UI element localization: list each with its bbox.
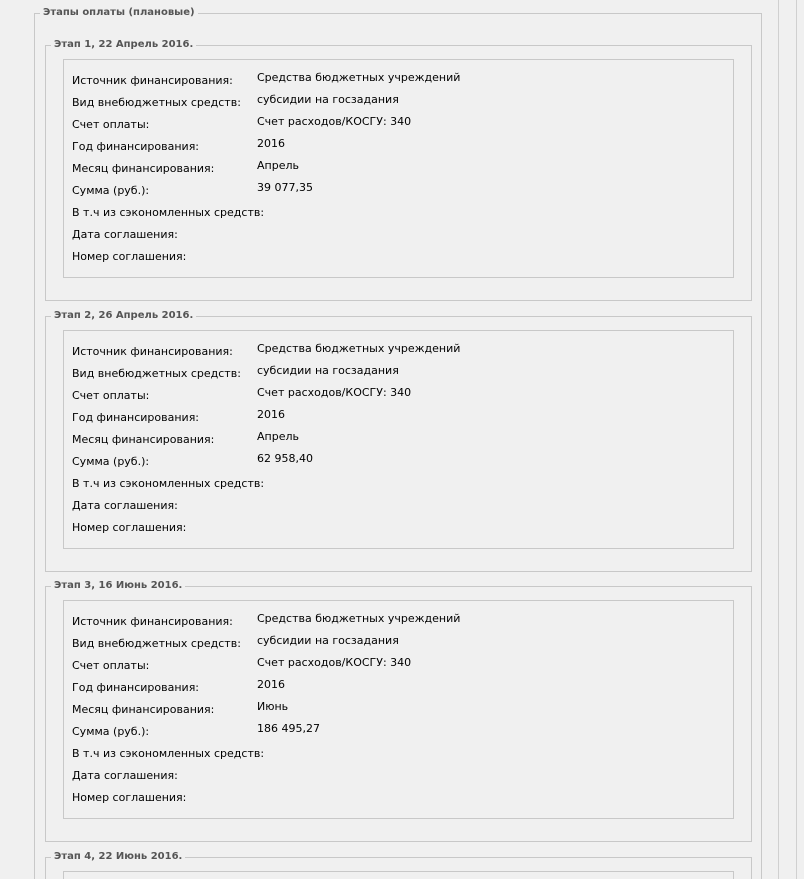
label-month: Месяц финансирования: <box>72 703 215 716</box>
value-sum: 62 958,40 <box>257 452 313 465</box>
label-sum: Сумма (руб.): <box>72 725 150 738</box>
value-kind: субсидии на госзадания <box>257 93 399 106</box>
label-account: Счет оплаты: <box>72 389 150 402</box>
label-account: Счет оплаты: <box>72 118 150 131</box>
value-year: 2016 <box>257 678 285 691</box>
label-sum: Сумма (руб.): <box>72 184 150 197</box>
label-agreement-number: Номер соглашения: <box>72 250 187 263</box>
label-month: Месяц финансирования: <box>72 162 215 175</box>
stage-legend: Этап 4, 22 Июнь 2016. <box>54 851 183 862</box>
stage-legend: Этап 1, 22 Апрель 2016. <box>54 39 194 50</box>
value-source: Средства бюджетных учреждений <box>257 342 461 355</box>
stage-4 <box>45 851 752 879</box>
value-sum: 39 077,35 <box>257 181 313 194</box>
stage-details <box>63 871 734 879</box>
label-agreement-number: Номер соглашения: <box>72 791 187 804</box>
stage-2 <box>45 310 752 572</box>
label-saved: В т.ч из сэкономленных средств: <box>72 747 265 760</box>
value-account: Счет расходов/КОСГУ: 340 <box>257 386 412 399</box>
label-agreement-number: Номер соглашения: <box>72 521 187 534</box>
value-month: Июнь <box>257 700 289 713</box>
label-agreement-date: Дата соглашения: <box>72 769 178 782</box>
divider-line <box>778 0 779 879</box>
label-source: Источник финансирования: <box>72 615 233 628</box>
label-sum: Сумма (руб.): <box>72 455 150 468</box>
label-month: Месяц финансирования: <box>72 433 215 446</box>
stage-details <box>63 330 734 549</box>
value-kind: субсидии на госзадания <box>257 634 399 647</box>
label-saved: В т.ч из сэкономленных средств: <box>72 206 265 219</box>
value-month: Апрель <box>257 430 299 443</box>
value-account: Счет расходов/КОСГУ: 340 <box>257 656 412 669</box>
label-agreement-date: Дата соглашения: <box>72 228 178 241</box>
label-account: Счет оплаты: <box>72 659 150 672</box>
label-kind: Вид внебюджетных средств: <box>72 637 241 650</box>
stage-details <box>63 600 734 819</box>
payment-stages-section <box>34 7 762 879</box>
value-sum: 186 495,27 <box>257 722 320 735</box>
label-agreement-date: Дата соглашения: <box>72 499 178 512</box>
label-kind: Вид внебюджетных средств: <box>72 367 241 380</box>
value-account: Счет расходов/КОСГУ: 340 <box>257 115 412 128</box>
label-source: Источник финансирования: <box>72 74 233 87</box>
label-year: Год финансирования: <box>72 140 200 153</box>
stage-1 <box>45 39 752 301</box>
value-source: Средства бюджетных учреждений <box>257 612 461 625</box>
stage-legend: Этап 3, 16 Июнь 2016. <box>54 580 183 591</box>
value-year: 2016 <box>257 408 285 421</box>
value-month: Апрель <box>257 159 299 172</box>
value-source: Средства бюджетных учреждений <box>257 71 461 84</box>
label-saved: В т.ч из сэкономленных средств: <box>72 477 265 490</box>
label-source: Источник финансирования: <box>72 345 233 358</box>
label-year: Год финансирования: <box>72 681 200 694</box>
label-kind: Вид внебюджетных средств: <box>72 96 241 109</box>
value-kind: субсидии на госзадания <box>257 364 399 377</box>
section-legend: Этапы оплаты (плановые) <box>43 7 195 18</box>
stage-3 <box>45 580 752 842</box>
stage-legend: Этап 2, 26 Апрель 2016. <box>54 310 194 321</box>
divider-line <box>796 0 797 879</box>
label-year: Год финансирования: <box>72 411 200 424</box>
value-year: 2016 <box>257 137 285 150</box>
stage-details <box>63 59 734 278</box>
